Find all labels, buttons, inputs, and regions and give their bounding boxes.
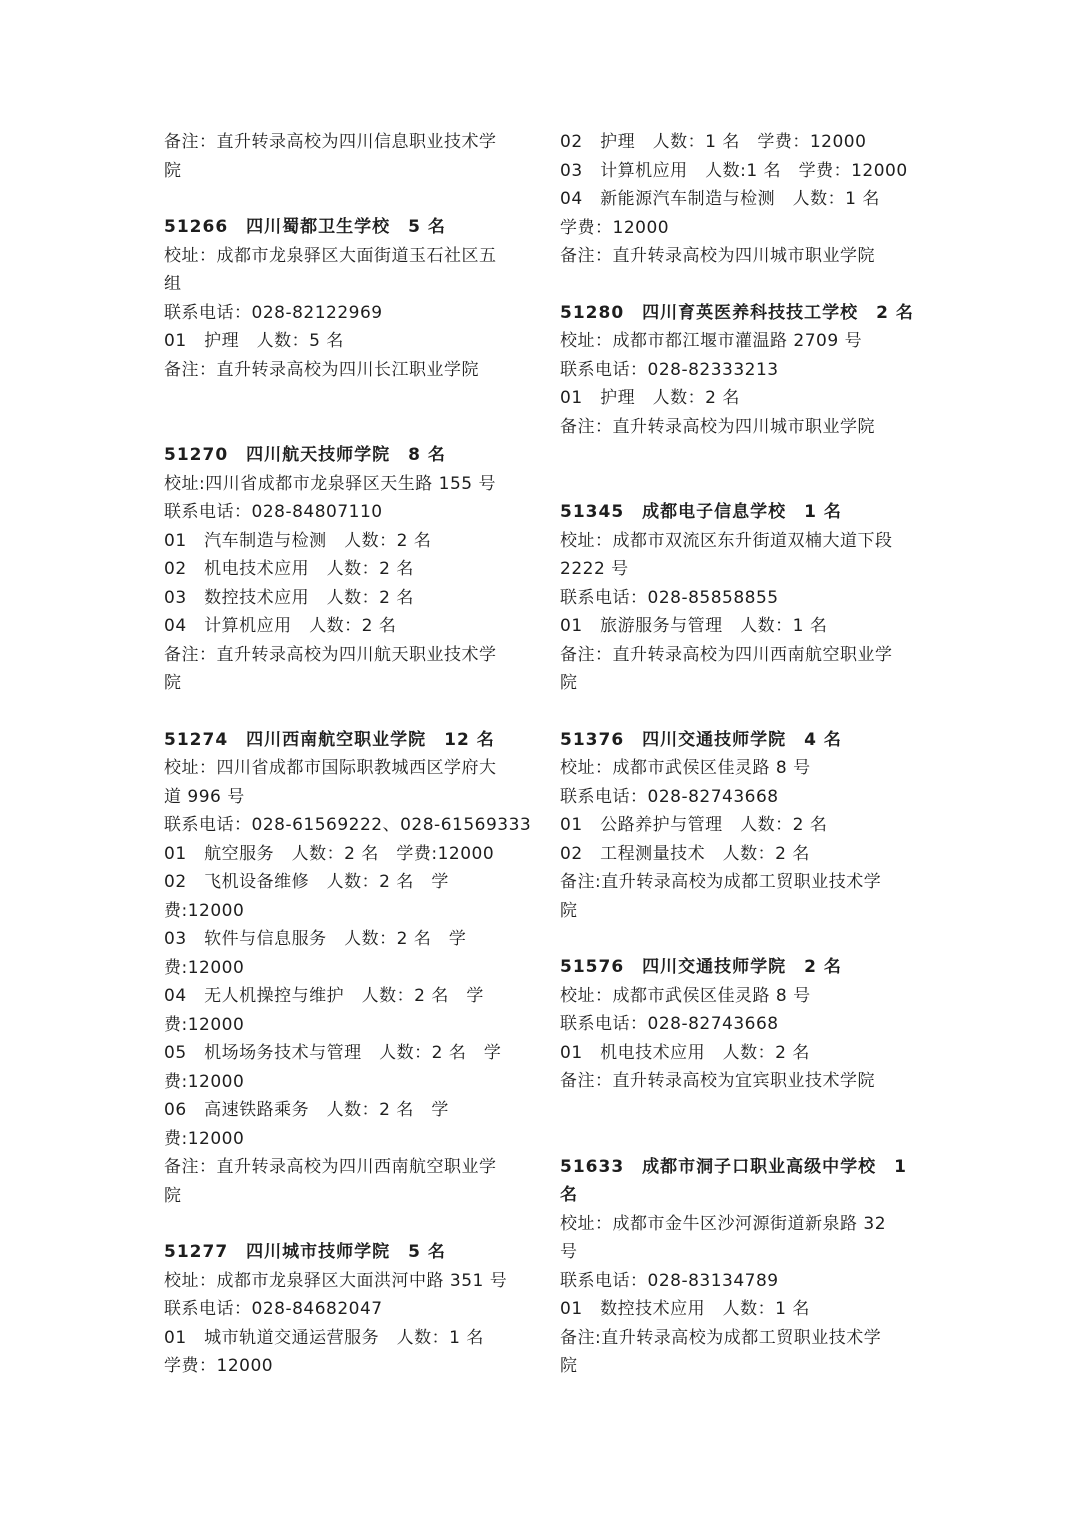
school-heading: 名 bbox=[560, 1185, 578, 1205]
school-heading: 51274 四川西南航空职业学院 12 名 bbox=[164, 729, 495, 750]
entry-line: 费:12000 bbox=[164, 1071, 245, 1092]
entry-line: 01 城市轨道交通运营服务 人数：1 名 bbox=[164, 1327, 484, 1348]
entry-line: 01 公路养护与管理 人数：2 名 bbox=[560, 815, 828, 835]
entry-line: 备注：直升转录高校为四川城市职业学院 bbox=[560, 416, 875, 437]
entry-line: 道 996 号 bbox=[164, 786, 245, 807]
right-column bbox=[560, 128, 922, 1381]
left-column bbox=[164, 128, 532, 1381]
entry-line: 院 bbox=[164, 673, 182, 693]
entry-line: 校址：成都市龙泉驿区大面街道玉石社区五 bbox=[164, 245, 497, 266]
entry-line: 校址:四川省成都市龙泉驿区天生路 155 号 bbox=[164, 473, 496, 494]
entry-line: 校址：成都市双流区东升街道双楠大道下段 bbox=[560, 530, 893, 551]
entry-line: 05 机场场务技术与管理 人数：2 名 学 bbox=[164, 1043, 502, 1063]
entry-line: 费:12000 bbox=[164, 957, 245, 978]
entry-line: 联系电话：028-82333213 bbox=[560, 359, 779, 380]
entry-line: 备注：直升转录高校为四川西南航空职业学 bbox=[560, 644, 893, 665]
entry-line: 校址：成都市武侯区佳灵路 8 号 bbox=[560, 758, 811, 778]
school-heading: 51376 四川交通技师学院 4 名 bbox=[560, 729, 842, 750]
entry-line: 院 bbox=[560, 1356, 578, 1376]
entry-line: 03 计算机应用 人数:1 名 学费：12000 bbox=[560, 160, 908, 181]
entry-line: 院 bbox=[164, 160, 182, 181]
entry-line: 备注：直升转录高校为宜宾职业技术学院 bbox=[560, 1071, 875, 1091]
entry-line: 备注：直升转录高校为四川航天职业技术学 bbox=[164, 644, 497, 665]
school-entry bbox=[560, 726, 922, 926]
entry-line: 学费：12000 bbox=[560, 217, 670, 238]
school-heading: 51280 四川育英医养科技技工学校 2 名 bbox=[560, 302, 914, 323]
school-heading: 51266 四川蜀都卫生学校 5 名 bbox=[164, 217, 446, 237]
entry-line: 联系电话：028-84807110 bbox=[164, 502, 383, 522]
entry-line: 02 机电技术应用 人数：2 名 bbox=[164, 559, 414, 579]
entry-line: 01 汽车制造与检测 人数：2 名 bbox=[164, 530, 432, 551]
school-entry bbox=[164, 1238, 526, 1381]
entry-line: 备注：直升转录高校为四川长江职业学院 bbox=[164, 359, 479, 380]
entry-line: 联系电话：028-84682047 bbox=[164, 1299, 383, 1319]
entry-line: 校址：成都市龙泉驿区大面洪河中路 351 号 bbox=[164, 1270, 508, 1291]
entry-line: 联系电话：028-82743668 bbox=[560, 786, 779, 807]
entry-line: 2222 号 bbox=[560, 559, 629, 579]
entry-line: 联系电话：028-82122969 bbox=[164, 302, 383, 323]
entry-line: 04 无人机操控与维护 人数：2 名 学 bbox=[164, 986, 484, 1006]
school-heading: 51345 成都电子信息学校 1 名 bbox=[560, 502, 842, 522]
entry-line: 03 数控技术应用 人数：2 名 bbox=[164, 587, 414, 608]
entry-line: 组 bbox=[164, 274, 182, 294]
entry-line: 01 旅游服务与管理 人数：1 名 bbox=[560, 616, 828, 636]
entry-line: 06 高速铁路乘务 人数：2 名 学 bbox=[164, 1100, 449, 1120]
school-entry bbox=[560, 299, 922, 442]
entry-line: 联系电话：028-83134789 bbox=[560, 1270, 779, 1291]
entry-line: 01 护理 人数：2 名 bbox=[560, 388, 740, 408]
school-heading: 51277 四川城市技师学院 5 名 bbox=[164, 1242, 446, 1262]
school-heading: 51576 四川交通技师学院 2 名 bbox=[560, 957, 842, 977]
entry-line: 联系电话：028-85858855 bbox=[560, 587, 779, 608]
school-heading: 51633 成都市洞子口职业高级中学校 1 bbox=[560, 1156, 907, 1177]
entry-line: 校址：成都市都江堰市灌温路 2709 号 bbox=[560, 331, 863, 351]
school-entry bbox=[560, 953, 922, 1096]
entry-line: 备注：直升转录高校为四川信息职业技术学 bbox=[164, 132, 497, 152]
school-heading: 51270 四川航天技师学院 8 名 bbox=[164, 445, 446, 465]
entry-line: 院 bbox=[560, 673, 578, 693]
school-entry bbox=[560, 128, 922, 271]
school-entry bbox=[164, 441, 526, 698]
entry-line: 01 数控技术应用 人数：1 名 bbox=[560, 1299, 810, 1319]
school-entry bbox=[164, 128, 526, 185]
entry-line: 04 计算机应用 人数：2 名 bbox=[164, 616, 397, 636]
entry-line: 院 bbox=[164, 1185, 182, 1206]
entry-line: 校址：成都市金牛区沙河源街道新泉路 32 bbox=[560, 1213, 887, 1234]
entry-line: 备注：直升转录高校为四川城市职业学院 bbox=[560, 246, 875, 266]
school-entry bbox=[164, 726, 532, 1211]
entry-line: 03 软件与信息服务 人数：2 名 学 bbox=[164, 929, 467, 949]
entry-line: 02 工程测量技术 人数：2 名 bbox=[560, 843, 810, 864]
entry-line: 联系电话：028-82743668 bbox=[560, 1014, 779, 1034]
entry-line: 校址：成都市武侯区佳灵路 8 号 bbox=[560, 985, 811, 1006]
entry-line: 学费：12000 bbox=[164, 1356, 274, 1376]
entry-line: 校址：四川省成都市国际职教城西区学府大 bbox=[164, 758, 497, 778]
entry-line: 费:12000 bbox=[164, 1014, 245, 1035]
entry-line: 院 bbox=[560, 900, 578, 921]
entry-line: 备注：直升转录高校为四川西南航空职业学 bbox=[164, 1157, 497, 1177]
entry-line: 备注:直升转录高校为成都工贸职业技术学 bbox=[560, 872, 882, 892]
entry-line: 号 bbox=[560, 1242, 578, 1262]
entry-line: 02 护理 人数：1 名 学费：12000 bbox=[560, 132, 867, 152]
school-entry bbox=[560, 498, 922, 698]
entry-line: 04 新能源汽车制造与检测 人数：1 名 bbox=[560, 189, 880, 209]
entry-line: 01 机电技术应用 人数：2 名 bbox=[560, 1042, 810, 1063]
entry-line: 联系电话：028-61569222、028-61569333 bbox=[164, 815, 532, 835]
school-entry bbox=[164, 213, 526, 384]
school-entry bbox=[560, 1153, 922, 1381]
entry-line: 费:12000 bbox=[164, 1128, 245, 1149]
entry-line: 02 飞机设备维修 人数：2 名 学 bbox=[164, 872, 449, 892]
entry-line: 01 护理 人数：5 名 bbox=[164, 331, 344, 351]
entry-line: 费:12000 bbox=[164, 900, 245, 921]
entry-line: 备注:直升转录高校为成都工贸职业技术学 bbox=[560, 1327, 882, 1348]
entry-line: 01 航空服务 人数：2 名 学费:12000 bbox=[164, 843, 495, 864]
